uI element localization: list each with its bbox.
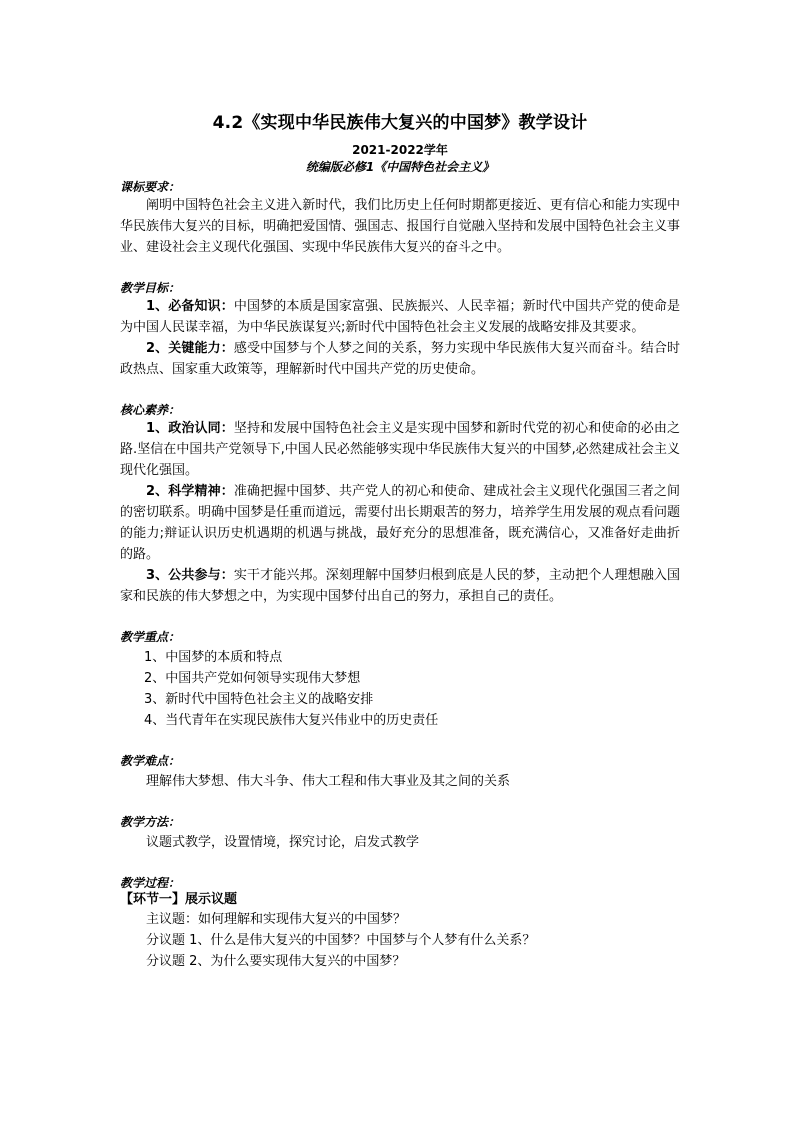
list-item: 3、新时代中国特色社会主义的战略安排 [144,692,374,707]
school-year: 2021-2022学年 [352,143,448,157]
key-points-section [120,629,680,731]
methods-text: 议题式教学，设置情境，探究讨论，启发式教学 [146,835,420,850]
goals-section [120,280,680,380]
list-item: 1、中国梦的本质和特点 [144,650,283,665]
link-one-heading: 【环节一】展示议题 [120,892,238,907]
methods-heading: 教学方法： [120,815,181,829]
literacy-text: 准确把握中国梦、共产党人的初心和使命、建成社会主义现代化强国三者之间的密切联系。明确中国梦是任重而道远，需要付出长期艰苦的努力，培养学生用发展的观点看问题的能力;辩证认识历史机遇期的机遇与挑战，最好充分的思想准备，既充满信心，又准备好走曲折的路。 [120,484,680,562]
process-heading: 教学过程： [120,876,181,890]
literacy-item [120,418,680,481]
literacy-heading: 核心素养： [120,403,181,417]
literacy-text: 坚持和发展中国特色社会主义是实现中国梦和新时代党的初心和使命的必由之路.坚信在中国共产党领导下,中国人民必然能够实现中华民族伟大复兴的中国梦,必然建成社会主义现代化强国。 [120,421,680,478]
document-page [120,112,680,972]
difficulties-text: 理解伟大梦想、伟大斗争、伟大工程和伟大事业及其之间的关系 [146,774,511,789]
literacy-section [120,402,680,607]
document-title: 4.2《实现中华民族伟大复兴的中国梦》教学设计 [212,113,588,133]
sub-topic: 分议题 2、为什么要实现伟大复兴的中国梦？ [146,954,406,969]
goal-item [120,338,680,380]
goal-text: 感受中国梦与个人梦之间的关系，努力实现中华民族伟大复兴而奋斗。结合时政热点、国家重大政策等，理解新时代中国共产党的历史使命。 [120,341,680,377]
sub-topic: 分议题 1、什么是伟大复兴的中国梦？中国梦与个人梦有什么关系？ [146,933,536,948]
process-section [120,875,680,972]
main-topic: 主议题：如何理解和实现伟大复兴的中国梦？ [146,912,407,927]
difficulties-section [120,753,680,792]
list-item: 2、中国共产党如何领导实现伟大梦想 [144,671,361,686]
goal-label: 2、关键能力： [146,341,234,356]
textbook-edition: 统编版必修1《中国特色社会主义》 [305,160,495,174]
literacy-label: 1、政治认同： [146,421,234,436]
curriculum-heading: 课标要求： [120,180,181,194]
curriculum-section [120,179,680,258]
goal-item [120,296,680,338]
literacy-item [120,481,680,565]
goals-heading: 教学目标： [120,281,181,295]
goal-label: 1、必备知识： [146,299,234,314]
methods-section [120,814,680,853]
list-item: 4、当代青年在实现民族伟大复兴伟业中的历史责任 [144,713,439,728]
literacy-item [120,565,680,607]
literacy-text: 实干才能兴邦。深刻理解中国梦归根到底是人民的梦，主动把个人理想融入国家和民族的伟大梦想之中，为实现中国梦付出自己的努力，承担自己的责任。 [120,568,680,604]
difficulties-heading: 教学难点： [120,754,181,768]
literacy-label: 3、公共参与： [146,568,234,583]
curriculum-text: 阐明中国特色社会主义进入新时代，我们比历史上任何时期都更接近、更有信心和能力实现中华民族伟大复兴的目标，明确把爱国情、强国志、报国行自觉融入坚持和发展中国特色社会主义事业、建设社会主义现代化强国、实现中华民族伟大复兴的奋斗之中。 [120,198,680,255]
key-points-list [120,647,680,731]
goal-text: 中国梦的本质是国家富强、民族振兴、人民幸福；新时代中国共产党的使命是为中国人民谋幸福，为中华民族谋复兴;新时代中国特色社会主义发展的战略安排及其要求。 [120,299,680,335]
key-points-heading: 教学重点： [120,630,181,644]
literacy-label: 2、科学精神： [146,484,234,499]
